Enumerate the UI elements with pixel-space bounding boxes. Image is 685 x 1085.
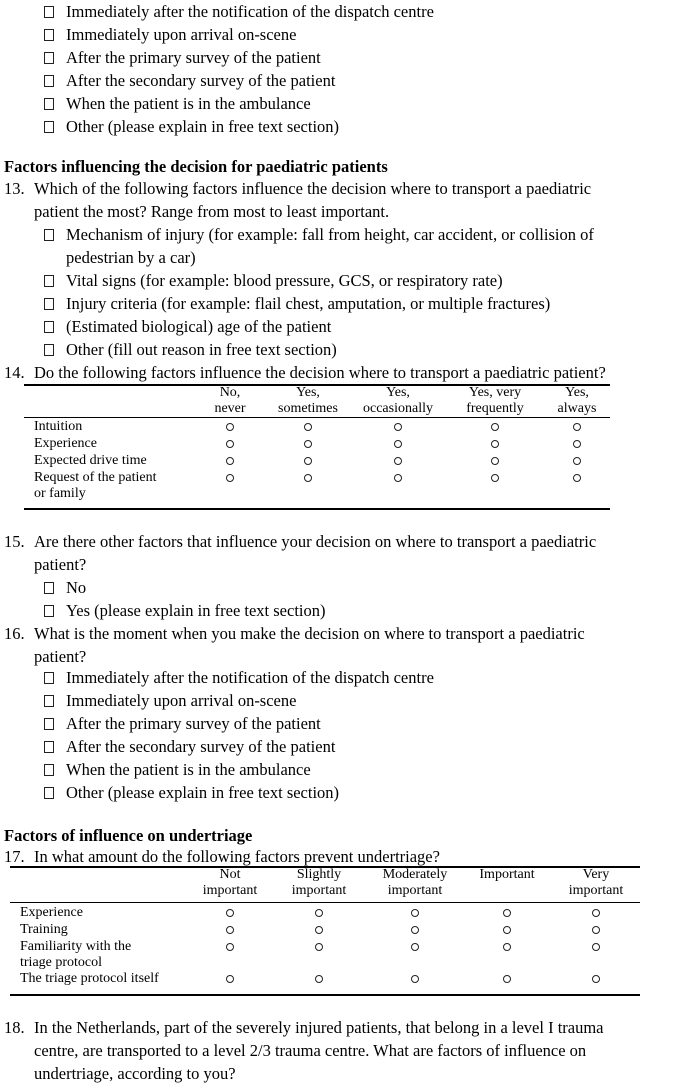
option-item[interactable]: Other (fill out reason in free text section): [44, 338, 337, 361]
question-text: centre, are transported to a level 2/3 trauma centre. What are factors of influence on: [34, 1041, 587, 1060]
radio-button[interactable]: [411, 926, 419, 934]
column-header: Yes, very frequently: [466, 385, 524, 416]
row-label: The triage protocol itself: [20, 971, 159, 986]
checkbox[interactable]: [44, 321, 54, 333]
radio-button[interactable]: [315, 926, 323, 934]
likert-table: [24, 385, 610, 502]
radio-button[interactable]: [226, 909, 234, 917]
column-header: Yes, always: [557, 385, 597, 416]
option-item[interactable]: Immediately upon arrival on-scene: [44, 689, 296, 712]
radio-button[interactable]: [411, 943, 419, 951]
table-header-row: [24, 385, 610, 417]
radio-button[interactable]: [304, 474, 312, 482]
radio-button[interactable]: [394, 440, 402, 448]
option-item[interactable]: Other (please explain in free text section): [44, 781, 339, 804]
checkbox[interactable]: [44, 741, 54, 753]
checkbox[interactable]: [44, 344, 54, 356]
radio-button[interactable]: [304, 440, 312, 448]
table-header-row: [10, 867, 640, 903]
question-number: 18.: [4, 1018, 25, 1037]
checkbox[interactable]: [44, 121, 54, 133]
radio-button[interactable]: [503, 926, 511, 934]
table-row: [10, 939, 640, 971]
row-label: Training: [20, 922, 68, 937]
radio-button[interactable]: [226, 975, 234, 983]
radio-button[interactable]: [411, 975, 419, 983]
table-bottom-rule: [10, 994, 640, 996]
checkbox[interactable]: [44, 275, 54, 287]
option-item[interactable]: (Estimated biological) age of the patient: [44, 315, 331, 338]
radio-button[interactable]: [592, 975, 600, 983]
checkbox[interactable]: [44, 672, 54, 684]
radio-button[interactable]: [394, 474, 402, 482]
question-text: In what amount do the following factors prevent undertriage?: [34, 847, 440, 866]
column-header: No, never: [214, 385, 246, 416]
radio-button[interactable]: [315, 975, 323, 983]
column-header: Slightly important: [291, 867, 347, 898]
checkbox[interactable]: [44, 75, 54, 87]
option-item[interactable]: After the primary survey of the patient: [44, 46, 321, 69]
checkbox[interactable]: [44, 718, 54, 730]
radio-button[interactable]: [226, 423, 234, 431]
option-item[interactable]: No: [44, 576, 86, 599]
table-row: [24, 453, 610, 470]
checkbox[interactable]: [44, 229, 54, 241]
checkbox[interactable]: [44, 52, 54, 64]
table-row: [24, 470, 610, 502]
option-item[interactable]: Mechanism of injury (for example: fall from height, car accident, or collision of: [44, 223, 594, 246]
radio-button[interactable]: [503, 943, 511, 951]
row-label: Familiarity with the triage protocol: [20, 939, 132, 970]
section-heading: Factors influencing the decision for paediatric patients: [4, 157, 388, 176]
question-text: patient?: [34, 555, 87, 574]
checkbox[interactable]: [44, 582, 54, 594]
column-header: Moderately important: [382, 867, 448, 898]
radio-button[interactable]: [573, 423, 581, 431]
question-text: patient?: [34, 647, 87, 666]
radio-button[interactable]: [491, 440, 499, 448]
option-item[interactable]: When the patient is in the ambulance: [44, 92, 311, 115]
radio-button[interactable]: [315, 943, 323, 951]
option-item[interactable]: Yes (please explain in free text section): [44, 599, 326, 622]
checkbox[interactable]: [44, 787, 54, 799]
row-label: Request of the patient or family: [34, 470, 157, 501]
question-number: 14.: [4, 363, 25, 382]
radio-button[interactable]: [503, 975, 511, 983]
checkbox[interactable]: [44, 298, 54, 310]
radio-button[interactable]: [503, 909, 511, 917]
table-bottom-rule: [24, 508, 610, 510]
radio-button[interactable]: [491, 474, 499, 482]
option-item[interactable]: Immediately after the notification of the dispatch centre: [44, 0, 434, 23]
radio-button[interactable]: [226, 943, 234, 951]
column-header: Not important: [202, 867, 258, 898]
table-row: [10, 905, 640, 922]
column-header: Yes, occasionally: [363, 385, 433, 416]
question-number: 16.: [4, 624, 25, 643]
radio-button[interactable]: [491, 457, 499, 465]
radio-button[interactable]: [573, 474, 581, 482]
column-header: Very important: [568, 867, 624, 898]
radio-button[interactable]: [304, 423, 312, 431]
radio-button[interactable]: [592, 926, 600, 934]
radio-button[interactable]: [491, 423, 499, 431]
radio-button[interactable]: [226, 474, 234, 482]
question-text: Do the following factors influence the decision where to transport a paediatric patient?: [34, 363, 606, 382]
option-item[interactable]: After the secondary survey of the patient: [44, 735, 335, 758]
radio-button[interactable]: [592, 943, 600, 951]
option-item[interactable]: Injury criteria (for example: flail chest, amputation, or multiple fractures): [44, 292, 550, 315]
radio-button[interactable]: [304, 457, 312, 465]
section-heading: Factors of influence on undertriage: [4, 826, 253, 845]
radio-button[interactable]: [394, 423, 402, 431]
column-header: Yes, sometimes: [278, 385, 338, 416]
radio-button[interactable]: [226, 926, 234, 934]
table-row: [10, 971, 640, 988]
question-text: What is the moment when you make the decision on where to transport a paediatric: [34, 624, 585, 643]
radio-button[interactable]: [315, 909, 323, 917]
checkbox[interactable]: [44, 98, 54, 110]
row-label: Experience: [34, 436, 97, 451]
radio-button[interactable]: [226, 440, 234, 448]
radio-button[interactable]: [411, 909, 419, 917]
radio-button[interactable]: [226, 457, 234, 465]
checkbox[interactable]: [44, 29, 54, 41]
option-item[interactable]: When the patient is in the ambulance: [44, 758, 311, 781]
option-item[interactable]: Other (please explain in free text section): [44, 115, 339, 138]
option-item[interactable]: Immediately after the notification of the dispatch centre: [44, 666, 434, 689]
question-text: Are there other factors that influence your decision on where to transport a paediatric: [34, 532, 597, 551]
table-row: [24, 436, 610, 453]
radio-button[interactable]: [573, 440, 581, 448]
option-item[interactable]: Vital signs (for example: blood pressure, GCS, or respiratory rate): [44, 269, 503, 292]
question-text: patient the most? Range from most to least important.: [34, 202, 390, 221]
radio-button[interactable]: [592, 909, 600, 917]
row-label: Expected drive time: [34, 453, 147, 468]
checkbox[interactable]: [44, 6, 54, 18]
checkbox[interactable]: [44, 695, 54, 707]
row-label: Experience: [20, 905, 83, 920]
table-row: [24, 419, 610, 436]
question-number: 13.: [4, 179, 25, 198]
radio-button[interactable]: [573, 457, 581, 465]
column-header: Important: [479, 867, 535, 882]
table-row: [10, 922, 640, 939]
row-label: Intuition: [34, 419, 83, 434]
radio-button[interactable]: [394, 457, 402, 465]
checkbox[interactable]: [44, 605, 54, 617]
question-text: undertriage, according to you?: [34, 1064, 236, 1083]
question-text: In the Netherlands, part of the severely injured patients, that belong in a level I trauma: [34, 1018, 604, 1037]
option-item[interactable]: After the secondary survey of the patient: [44, 69, 335, 92]
likert-table: [10, 867, 640, 988]
question-number: 15.: [4, 532, 25, 551]
option-item[interactable]: After the primary survey of the patient: [44, 712, 321, 735]
question-number: 17.: [4, 847, 25, 866]
checkbox[interactable]: [44, 764, 54, 776]
option-item[interactable]: Immediately upon arrival on-scene: [44, 23, 296, 46]
question-text: Which of the following factors influence the decision where to transport a paediatric: [34, 179, 592, 198]
option-item-continued: pedestrian by a car): [66, 248, 196, 267]
